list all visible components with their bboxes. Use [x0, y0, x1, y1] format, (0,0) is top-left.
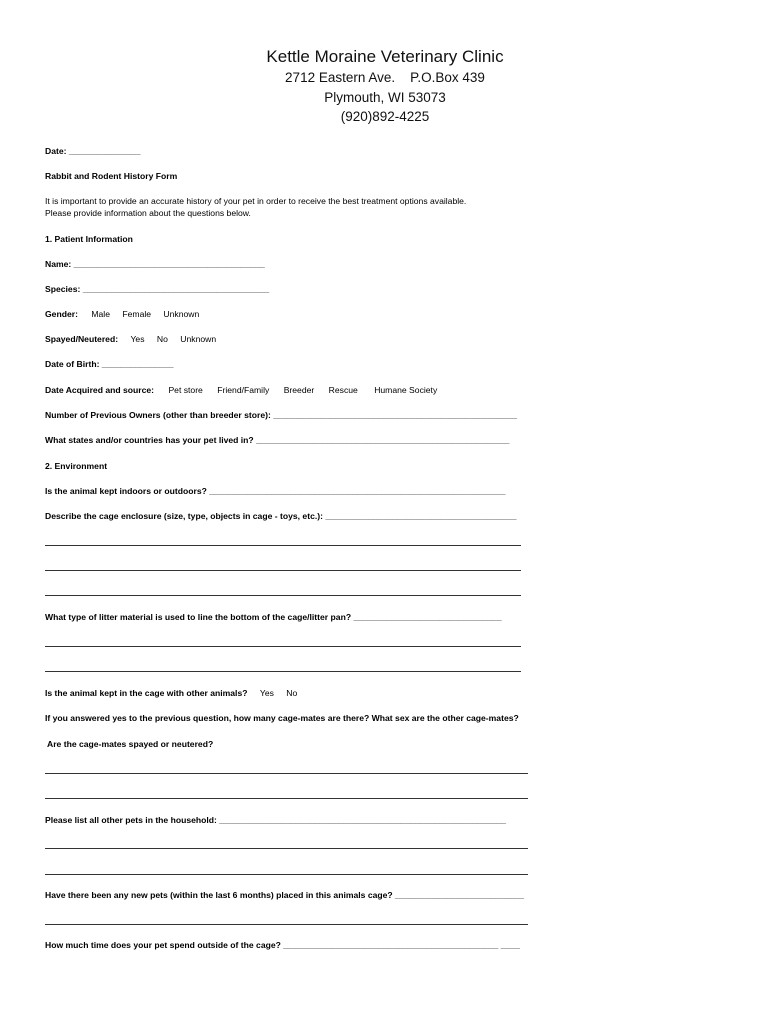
acquired-option-humane-society[interactable]: Humane Society: [374, 385, 438, 395]
indoors-outdoors-field[interactable]: Is the animal kept indoors or outdoors? ______________________________________________________________: [45, 486, 506, 496]
acquired-option-pet-store[interactable]: Pet store: [168, 385, 203, 395]
answer-line[interactable]: [45, 848, 528, 849]
acquired-label: Date Acquired and source:: [45, 385, 155, 395]
section-patient-info: 1. Patient Information: [45, 234, 133, 244]
acquired-option-friend-family[interactable]: Friend/Family: [217, 385, 270, 395]
acquired-option-breeder[interactable]: Breeder: [283, 385, 315, 395]
clinic-address: 2712 Eastern Ave. P.O.Box 439: [285, 70, 485, 85]
species-field[interactable]: Species: _______________________________________: [45, 284, 270, 294]
cage-enclosure-field[interactable]: Describe the cage enclosure (size, type, objects in cage - toys, etc.): ________________________________________: [45, 511, 517, 521]
cage-others-row: [45, 688, 297, 699]
gender-option-male[interactable]: Male: [91, 309, 110, 319]
intro-line-2: Please provide information about the questions below.: [45, 208, 251, 218]
section-environment: 2. Environment: [45, 461, 108, 471]
previous-owners-field[interactable]: Number of Previous Owners (other than breeder store): ___________________________________________________: [45, 410, 518, 420]
cage-others-option-no[interactable]: No: [286, 688, 298, 698]
spayed-option-yes[interactable]: Yes: [130, 334, 145, 344]
states-lived-field[interactable]: What states and/or countries has your pet lived in? _____________________________________________________: [45, 435, 510, 445]
name-field[interactable]: Name: ________________________________________: [45, 259, 265, 269]
dob-field[interactable]: Date of Birth: _______________: [45, 359, 174, 369]
answer-line[interactable]: [45, 874, 528, 875]
answer-line[interactable]: [45, 671, 521, 672]
cagemates-spayed-question: Are the cage-mates spayed or neutered?: [47, 739, 214, 749]
new-pets-field[interactable]: Have there been any new pets (within the last 6 months) placed in this animals cage? ___________________________: [45, 890, 525, 900]
spayed-label: Spayed/Neutered:: [45, 334, 119, 344]
time-outside-field[interactable]: How much time does your pet spend outside of the cage? _____________________________________________ ____: [45, 940, 520, 950]
spayed-row: [45, 334, 216, 345]
gender-option-unknown[interactable]: Unknown: [163, 309, 200, 319]
clinic-phone: (920)892-4225: [340, 109, 430, 124]
answer-line[interactable]: [45, 798, 528, 799]
gender-label: Gender:: [45, 309, 78, 319]
acquired-option-rescue[interactable]: Rescue: [328, 385, 358, 395]
spayed-option-unknown[interactable]: Unknown: [180, 334, 217, 344]
answer-line[interactable]: [45, 773, 528, 774]
answer-line[interactable]: [45, 595, 521, 596]
answer-line[interactable]: [45, 646, 521, 647]
cage-others-option-yes[interactable]: Yes: [259, 688, 274, 698]
cage-others-label: Is the animal kept in the cage with other animals?: [45, 688, 248, 698]
other-pets-field[interactable]: Please list all other pets in the household: ____________________________________________________________: [45, 815, 507, 825]
gender-row: [45, 309, 199, 320]
litter-material-field[interactable]: What type of litter material is used to line the bottom of the cage/litter pan? _______________________________: [45, 612, 502, 622]
gender-option-female[interactable]: Female: [122, 309, 152, 319]
date-field[interactable]: Date: _______________: [45, 146, 141, 156]
form-title: Rabbit and Rodent History Form: [45, 171, 178, 181]
spayed-option-no[interactable]: No: [156, 334, 168, 344]
intro-line-1: It is important to provide an accurate history of your pet in order to receive the best treatment options available.: [45, 196, 467, 206]
answer-line[interactable]: [45, 924, 528, 925]
cagemates-question: If you answered yes to the previous question, how many cage-mates are there? What sex are the other cage-mates?: [45, 713, 519, 723]
answer-line[interactable]: [45, 570, 521, 571]
clinic-city: Plymouth, WI 53073: [324, 90, 446, 105]
acquired-row: [45, 385, 437, 396]
answer-line[interactable]: [45, 545, 521, 546]
clinic-name: Kettle Moraine Veterinary Clinic: [266, 47, 504, 66]
